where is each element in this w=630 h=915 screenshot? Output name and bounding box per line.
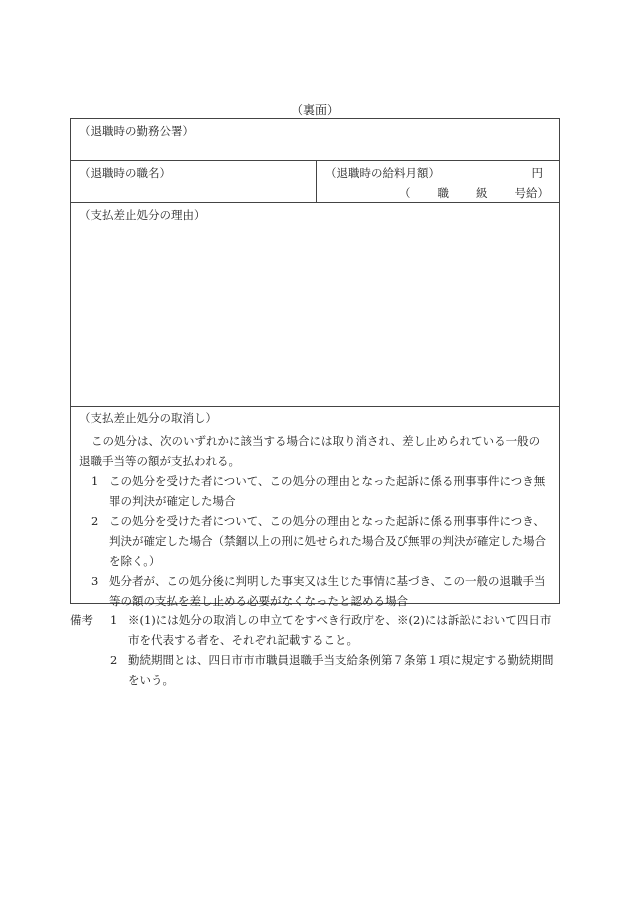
- notes: [70, 610, 560, 690]
- note-item: [70, 610, 560, 650]
- cancel-body: [79, 431, 551, 611]
- position-cell: [71, 161, 317, 202]
- note-number: 2: [110, 653, 118, 667]
- salary-label: （退職時の給料月額）: [325, 166, 440, 180]
- cancel-item: [79, 511, 551, 571]
- cancel-item: [79, 571, 551, 611]
- cancel-item-number: 2: [91, 514, 99, 528]
- grade-level: 級: [476, 186, 488, 200]
- salary-cell: [317, 161, 559, 202]
- cancel-row: [71, 407, 559, 608]
- grade-step: 号給）: [514, 186, 549, 200]
- suspension-form: [70, 118, 560, 608]
- notes-heading: 備考: [70, 613, 93, 627]
- cancel-item-text: この処分を受けた者について、この処分の理由となった起訴に係る刑事事件につき、判決が確定した場合（禁錮以上の刑に処せられた場合及び無罪の判決が確定した場合を除く。）: [109, 514, 546, 568]
- position-label: （退職時の職名）: [79, 166, 171, 180]
- cancel-item-number: 1: [91, 474, 99, 488]
- cancel-item-text: この処分を受けた者について、この処分の理由となった起訴に係る刑事事件につき無罪の判決が確定した場合: [109, 474, 546, 508]
- salary-unit: 円: [531, 166, 543, 180]
- grade-line: [399, 185, 549, 201]
- cancel-intro: この処分は、次のいずれかに該当する場合には取り消され、差し止められている一般の退職手当等の額が支払われる。: [79, 434, 541, 468]
- office-row: [71, 119, 559, 161]
- note-text: ※(1)には処分の取消しの申立てをすべき行政庁を、※(2)には訴訟において四日市市を代表する者を、それぞれ記載すること。: [128, 613, 552, 647]
- cancel-item-text: 処分者が、この処分後に判明した事実又は生じた事情に基づき、この一般の退職手当等の額の支払を差し止める必要がなくなったと認める場合: [109, 574, 546, 608]
- position-salary-row: [71, 161, 559, 203]
- note-number: 1: [110, 613, 118, 627]
- page-heading: （裏面）: [290, 103, 339, 117]
- cancel-label: （支払差止処分の取消し）: [79, 411, 217, 425]
- reason-label: （支払差止処分の理由）: [79, 208, 206, 222]
- note-indent: [70, 650, 110, 690]
- grade-class: 職: [437, 186, 449, 200]
- cancel-item-number: 3: [91, 574, 99, 588]
- note-text: 勤続期間とは、四日市市市職員退職手当支給条例第７条第１項に規定する勤続期間をいう。: [128, 653, 554, 687]
- cancel-item: [79, 471, 551, 511]
- grade-open: （: [399, 186, 411, 200]
- reason-row: [71, 203, 559, 407]
- office-label: （退職時の勤務公署）: [79, 124, 194, 138]
- note-item: [70, 650, 560, 690]
